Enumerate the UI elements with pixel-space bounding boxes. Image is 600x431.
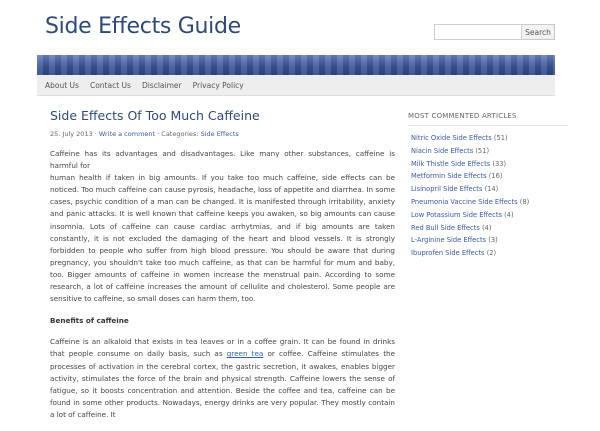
paragraph-intro-line1: Caffeine has its advantages and disadvantages. Like many other substances, caffeine is harmful for (50, 149, 395, 171)
list-item (411, 196, 568, 209)
site-title[interactable]: Side Effects Guide (45, 14, 241, 39)
article-link[interactable]: L-Arginine Side Effects (411, 236, 487, 245)
comment-count: (2) (486, 249, 497, 258)
paragraph-benefits-text-b: or coffee. Caffeine stimulates the processes of activation in the cerebral cortex, the gastric secretion, it awakes, enables bigger activity, stimulates the force of the brain and physical strength. Caffeine lowers the sense of fatigue, so it boosts concentration and attention. Beside the coffee and tea, caffeine can be found in some other products. Nowadays, energy drinks are very popular. They mostly contain a lot of caffeine. It (50, 349, 395, 419)
nav-item-privacy-policy[interactable]: Privacy Policy (192, 80, 244, 90)
nav-item-disclaimer[interactable]: Disclaimer (141, 80, 182, 90)
sidebar-heading: MOST COMMENTED ARTICLES (408, 112, 568, 126)
paragraph-intro-rest: human health if taken in big amounts. If you take too much caffeine, side effects can be noticed. Too much caffeine can cause pyrosis, headache, loss of appetite and diarrhea. In some cases, psychic condition of a man can be changed. It is manifested through irritability, anxiety and panic attacks. It is well known that caffeine keeps you awaken, so big amounts can cause insomnia. Lots of caffeine can cause cardiac arrhytmias, and if big amounts are taken constantly, it is not excluded the damaging of the heart and blood vessels. It is strongly forbidden to people who suffer from high blood pressure. You should be aware that during pregnancy, you shouldn't take too much caffeine, as that can be harmful for mum and baby, too. Bigger amounts of caffeine in women increase the menstrual pain. According to some research, a lot of caffeine increases the amount of cellulite and cholesterol. Some people are sensitive to caffeine, so small doses can harm them, too. (50, 173, 395, 304)
list-item (411, 234, 568, 247)
comment-count: (4) (504, 210, 514, 219)
post-title[interactable]: Side Effects Of Too Much Caffeine (50, 108, 260, 123)
search-input[interactable] (434, 24, 522, 40)
paragraph-intro (50, 148, 395, 305)
search-button[interactable]: Search (522, 24, 555, 40)
categories-label: · Categories: (155, 130, 201, 138)
post-body (50, 148, 395, 421)
list-item (411, 183, 568, 196)
main-nav (37, 75, 555, 96)
article-link[interactable]: Metformin Side Effects (411, 172, 487, 181)
comment-count: (51) (475, 146, 490, 155)
post-meta (50, 130, 395, 138)
list-item (411, 145, 568, 158)
comment-count: (8) (519, 197, 530, 206)
post-content (45, 108, 395, 431)
meta-separator: · (92, 130, 99, 138)
article-link[interactable]: Nitric Oxide Side Effects (411, 134, 492, 142)
article-link[interactable]: Pneumonia Vaccine Side Effects (411, 197, 518, 206)
search-form (434, 24, 555, 40)
list-item (411, 222, 568, 235)
most-commented-list (408, 132, 568, 260)
article-link[interactable]: Lisinopril Side Effects (411, 185, 483, 194)
list-item (411, 247, 568, 260)
list-item (411, 209, 568, 222)
article-link[interactable]: Low Potassium Side Effects (411, 210, 502, 219)
article-link[interactable]: Ibuprofen Side Effects (411, 249, 485, 258)
article-link[interactable]: Red Bull Side Effects (411, 223, 480, 232)
category-link[interactable]: Side Effects (200, 130, 239, 138)
comment-count: (51) (493, 134, 508, 142)
comment-count: (3) (488, 236, 498, 245)
article-link[interactable]: Milk Thistle Side Effects (411, 159, 491, 168)
paragraph-benefits-text-a: Caffeine is an alkaloid that exists in tea leaves or in a coffee grain. It can be found in drinks that people consume on daily basis, such as (50, 337, 395, 359)
comment-count: (33) (492, 159, 507, 168)
list-item (411, 170, 568, 183)
comment-count: (16) (488, 172, 503, 181)
list-item (411, 158, 568, 171)
green-tea-link[interactable]: green tea (226, 349, 264, 359)
comment-count: (4) (481, 223, 492, 232)
write-comment-link[interactable]: Write a comment (98, 130, 156, 138)
nav-item-about-us[interactable]: About Us (45, 80, 79, 90)
header-banner (37, 55, 555, 75)
list-item (411, 132, 568, 145)
post-date: 25. July 2013 (50, 130, 93, 138)
article-link[interactable]: Niacin Side Effects (411, 146, 474, 155)
comment-count: (14) (484, 185, 499, 194)
nav-item-contact-us[interactable]: Contact Us (89, 80, 131, 90)
sidebar (408, 112, 568, 260)
paragraph-benefits (50, 336, 395, 421)
benefits-heading: Benefits of caffeine (50, 316, 129, 326)
